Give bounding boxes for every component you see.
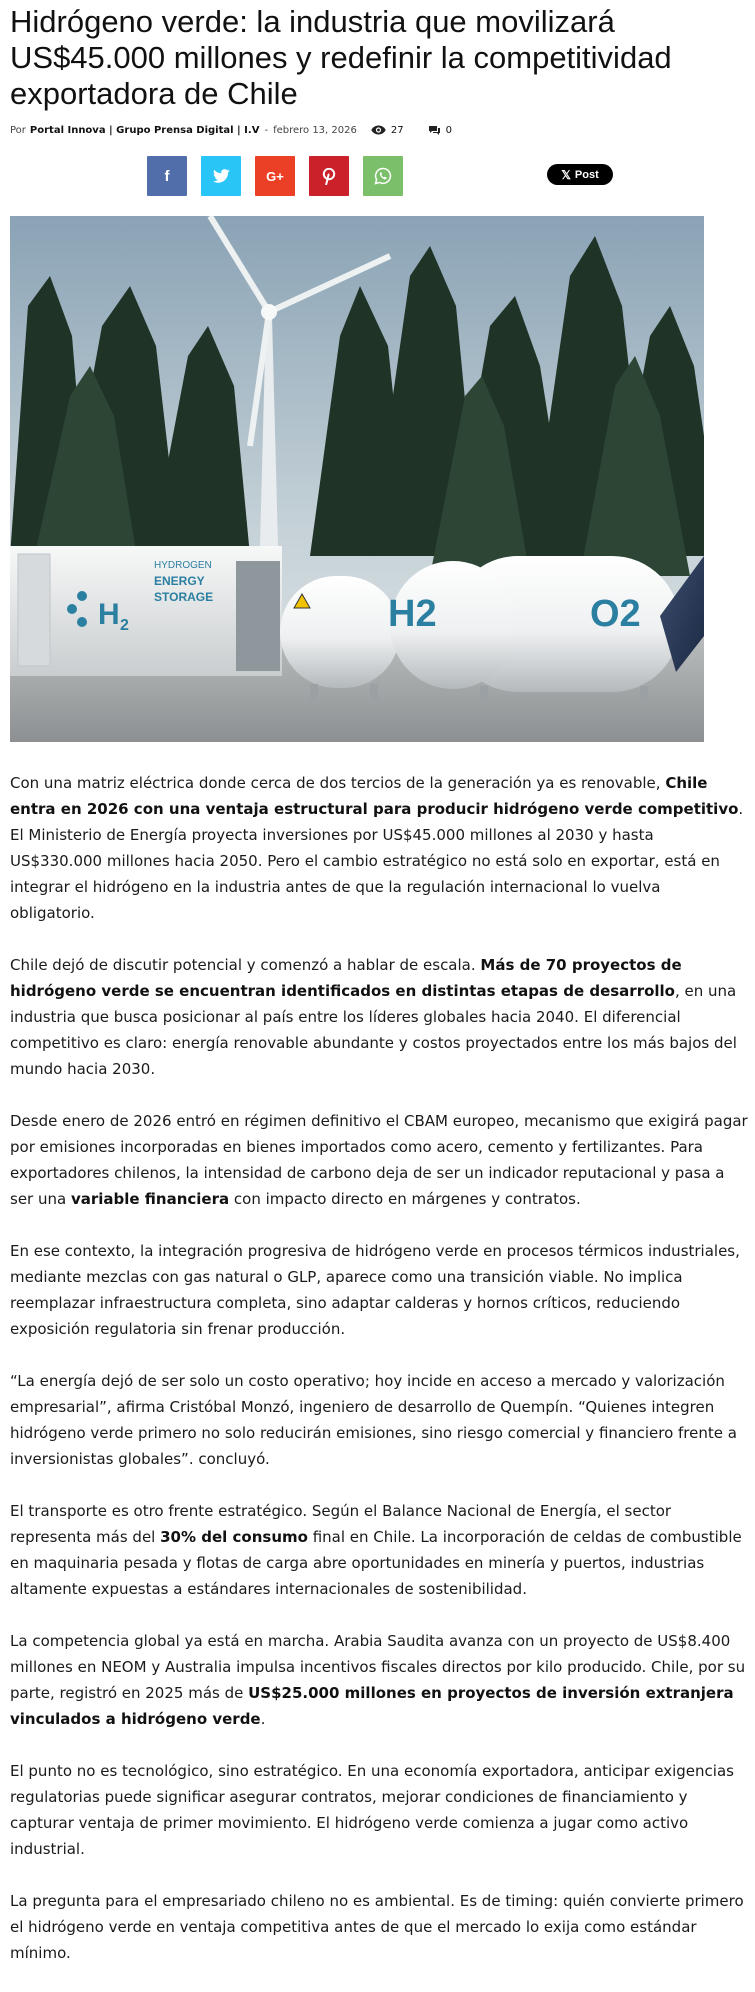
p6-text-c: final en Chile. La incorporación de celdas de combustible en maquinaria pesada y flotas de carga abre oportunidades en minería y puertos, industrias altamente expuestas a estándares internacionales de sostenibilidad. (10, 1528, 742, 1598)
paragraph-1 (10, 770, 750, 926)
by-label: Por (10, 124, 26, 136)
whatsapp-share-button[interactable] (363, 156, 403, 196)
google-plus-share-button[interactable] (255, 156, 295, 196)
p7-highlight: US$25.000 millones en proyectos de inversión extranjera vinculados a hidrógeno verde (10, 1684, 734, 1728)
twitter-share-button[interactable] (201, 156, 241, 196)
p3-text-a: Desde enero de 2026 entró en régimen definitivo el CBAM europeo, mecanismo que exigirá pagar por emisiones incorporadas en bienes importados como acero, cemento y fertilizantes. Para exportadores chilenos, la intensidad de carbono deja de ser un indicador reputacional y pasa a ser una (10, 1112, 748, 1208)
views-count: 27 (390, 124, 404, 136)
twitter-bird-icon (213, 169, 230, 183)
o2-tank-label: O2 (590, 593, 641, 635)
x-post-label: Post (574, 168, 599, 181)
paragraph-4: En ese contexto, la integración progresiva de hidrógeno verde en procesos térmicos industriales, mediante mezclas con gas natural o GLP, aparece como una transición viable. No implica reemplazar infraestructura completa, sino adaptar calderas y hornos críticos, reduciendo exposición regulatoria sin frenar producción. (10, 1242, 740, 1338)
comment-icon[interactable] (428, 125, 441, 136)
paragraph-6 (10, 1498, 750, 1602)
h2-badge: H (98, 598, 120, 631)
p1-text-a: Con una matriz eléctrica donde cerca de dos tercios de la generación ya es renovable, (10, 774, 666, 792)
p2-highlight: Más de 70 proyectos de hidrógeno verde se encuentran identificados en distintas etapas de desarrollo (10, 956, 682, 1000)
share-bar (0, 156, 755, 196)
eye-icon (371, 125, 386, 135)
paragraph-9: La pregunta para el empresariado chileno no es ambiental. Es de timing: quién convierte primero el hidrógeno verde en ventaja competitiva antes de que el mercado lo exija como estándar mínimo. (10, 1892, 744, 1962)
pinterest-share-button[interactable] (309, 156, 349, 196)
paragraph-7 (10, 1628, 750, 1732)
p2-text-a: Chile dejó de discutir potencial y comenzó a hablar de escala. (10, 956, 481, 974)
hydrogen-label: HYDROGEN (154, 560, 212, 571)
p2-text-c: , en una industria que busca posicionar al país entre los líderes globales hacia 2040. El diferencial competitivo es claro: energía renovable abundante y costos proyectados entre los más bajos del mundo hacia 2030. (10, 982, 737, 1078)
paragraph-5: “La energía dejó de ser solo un costo operativo; hoy incide en acceso a mercado y valorización empresarial”, afirma Cristóbal Monzó, ingeniero de desarrollo de Quempín. “Quienes integren hidrógeno verde primero no solo reducirán emisiones, sino riesgo comercial y financiero frente a inversionistas globales”. concluyó. (10, 1372, 737, 1468)
article-meta (10, 122, 452, 138)
x-post-button[interactable] (547, 164, 613, 185)
h2-badge-subscript: 2 (120, 617, 129, 634)
paragraph-8: El punto no es tecnológico, sino estratégico. En una economía exportadora, anticipar exigencias regulatorias puede significar asegurar contratos, mejorar condiciones de financiamiento y capturar ventaja de primer movimiento. El hidrógeno verde comienza a jugar como activo industrial. (10, 1762, 734, 1858)
p7-text-a: La competencia global ya está en marcha. Arabia Saudita avanza con un proyecto de US$8.400 millones en NEOM y Australia impulsa incentivos fiscales directos por kilo producido. Chile, por su parte, registró en 2025 más de (10, 1632, 746, 1702)
meta-separator: - (264, 124, 269, 136)
facebook-icon: f (164, 167, 170, 185)
p6-highlight: 30% del consumo (160, 1528, 308, 1546)
author-link[interactable]: Portal Innova | Grupo Prensa Digital | I.V (29, 124, 260, 136)
p1-highlight: Chile entra en 2026 con una ventaja estructural para producir hidrógeno verde competitivo (10, 774, 739, 818)
h2-tank-label: H2 (388, 593, 437, 635)
comments-count[interactable]: 0 (445, 124, 452, 136)
p7-text-c: . (260, 1710, 266, 1728)
whatsapp-icon (374, 167, 392, 185)
hydrogen-storage-image (10, 216, 704, 742)
paragraph-3 (10, 1108, 750, 1212)
storage-label: STORAGE (154, 590, 214, 604)
facebook-share-button[interactable] (147, 156, 187, 196)
pinterest-icon (322, 168, 336, 185)
x-logo-icon: 𝕏 (561, 167, 571, 182)
energy-label: ENERGY (154, 574, 205, 588)
google-plus-icon: G+ (266, 168, 284, 184)
article-title: Hidrógeno verde: la industria que movilizará US$45.000 millones y redefinir la competitividad exportadora de Chile (10, 4, 672, 111)
p3-highlight: variable financiera (70, 1190, 230, 1208)
publish-date: febrero 13, 2026 (273, 124, 357, 136)
p6-text-a: El transporte es otro frente estratégico. Según el Balance Nacional de Energía, el sector representa más del (10, 1502, 672, 1546)
p3-text-c: con impacto directo en márgenes y contratos. (229, 1190, 581, 1208)
p1-text-c: . El Ministerio de Energía proyecta inversiones por US$45.000 millones al 2030 y hasta US$330.000 millones hacia 2050. Pero el cambio estratégico no está solo en exportar, está en integrar el hidrógeno en la industria antes de que la regulación internacional lo vuelva obligatorio. (10, 800, 744, 922)
paragraph-2 (10, 952, 750, 1082)
article-body (10, 770, 750, 1992)
